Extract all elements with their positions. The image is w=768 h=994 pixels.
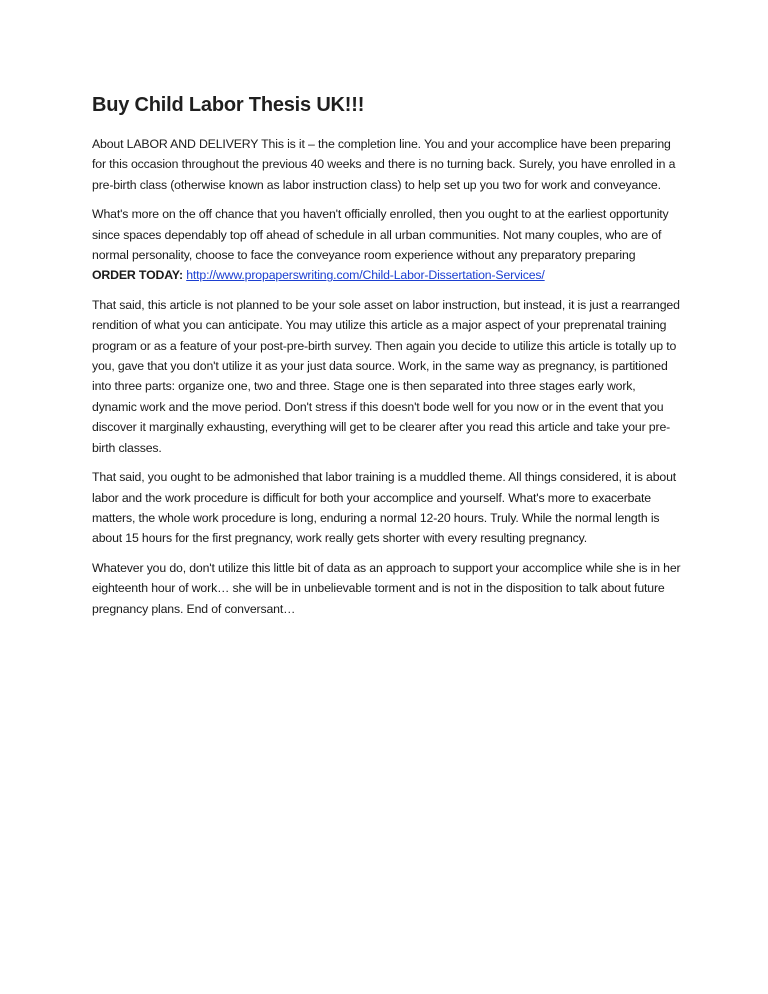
document-title: Buy Child Labor Thesis UK!!! <box>92 94 365 116</box>
order-link[interactable]: http://www.propaperswriting.com/Child-Labor-Dissertation-Services/ <box>186 268 545 283</box>
paragraph-3: That said, this article is not planned to be your sole asset on labor instruction, but instead, it is just a rearranged rendition of what you can anticipate. You may utilize this article as a major aspect of your preprenatal training program or as a feature of your post-pre-birth survey. Then again you decide to utilize this article is totally up to you, gave that you don't utilize it as your just data source. Work, in the same way as pregnancy, is partitioned into three parts: organize one, two and three. Stage one is then separated into three stages early work, dynamic work and the move period. Don't stress if this doesn't bode well for you now or in the event that you discover it marginally exhausting, everything will get to be clearer after you read this article and take your pre-birth classes. <box>92 297 680 455</box>
paragraph-5: Whatever you do, don't utilize this little bit of data as an approach to support your accomplice while she is in her eighteenth hour of work… she will be in unbelievable torment and is not in the disposition to talk about future pregnancy plans. End of conversant… <box>92 560 681 616</box>
paragraph-2 <box>92 204 682 286</box>
paragraph-4: That said, you ought to be admonished that labor training is a muddled theme. All things considered, it is about labor and the work procedure is difficult for both your accomplice and yourself. What's more to exacerbate matters, the whole work procedure is long, enduring a normal 12-20 hours. Truly. While the normal length is about 15 hours for the first pregnancy, work really gets shorter with every resulting pregnancy. <box>92 470 677 546</box>
order-today-label: ORDER TODAY: <box>92 268 183 283</box>
paragraph-1: About LABOR AND DELIVERY This is it – the completion line. You and your accomplice have been preparing for this occasion throughout the previous 40 weeks and there is no turning back. Surely, you have enrolled in a pre-birth class (otherwise known as labor instruction class) to help set up you two for work and conveyance. <box>92 137 676 192</box>
paragraph-2-text: What's more on the off chance that you haven't officially enrolled, then you ought to at the earliest opportunity since spaces dependably top off ahead of schedule in all urban communities. Not many couples, who are of normal personality, choose to face the conveyance room experience without any preparatory preparing <box>92 207 669 263</box>
document-body <box>92 92 682 628</box>
